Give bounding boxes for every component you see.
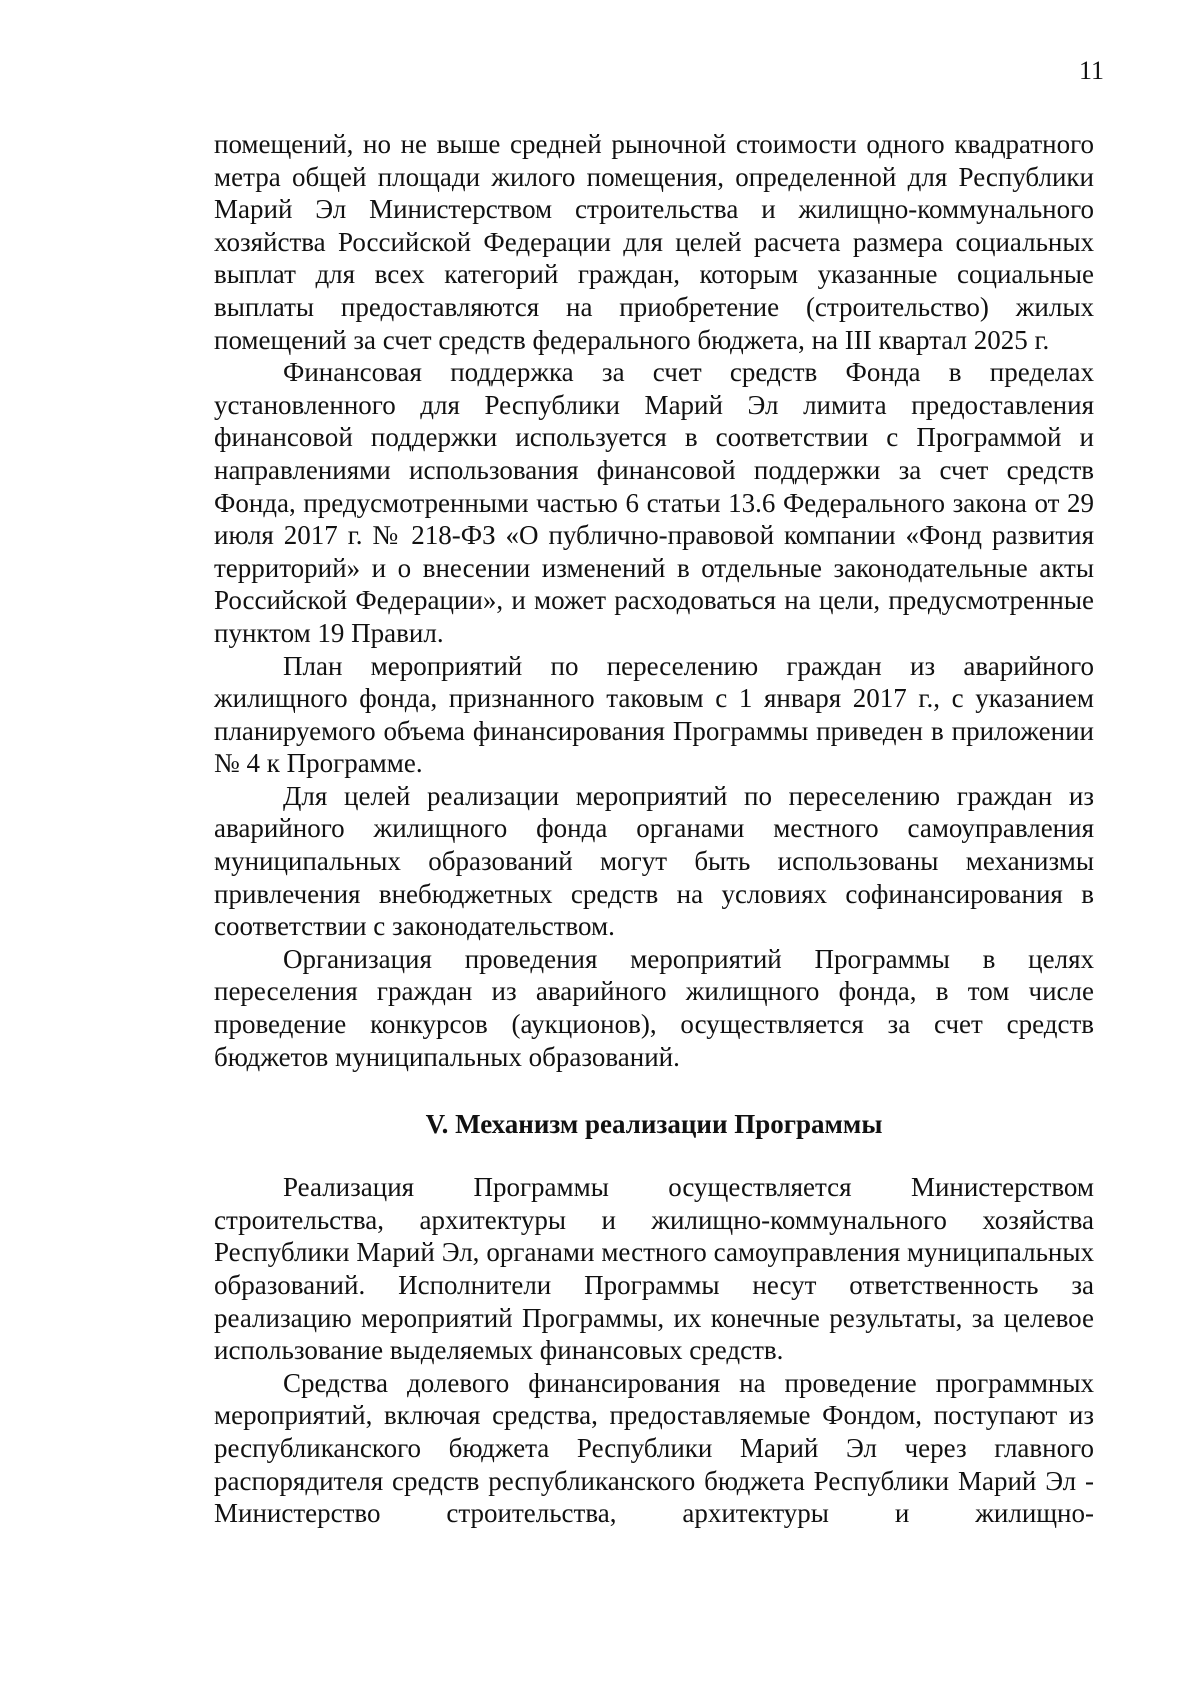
paragraph-organization-events: Организация проведения мероприятий Программы в целях переселения граждан из аварийного жилищного фонда, в том числе проведение конкурсов (аукционов), осуществляется за счет средств бюджетов муниципальных образований. (214, 943, 1094, 1072)
section-heading: V. Механизм реализации Программы (425, 1109, 883, 1140)
paragraph-resettlement-plan: План мероприятий по переселению граждан из аварийного жилищного фонда, признанного таковым с 1 января 2017 г., с указанием планируемого объема финансирования Программы приведен в приложении № 4 к Программе. (214, 650, 1094, 779)
paragraph-implementation: Реализация Программы осуществляется Министерством строительства, архитектуры и жилищно-коммунального хозяйства Республики Марий Эл, органами местного самоуправления муниципальных образований. Исполнители Программы несут ответственность за реализацию мероприятий Программы, их конечные результаты, за целевое использование выделяемых финансовых средств. (214, 1172, 1094, 1366)
paragraph-financial-support: Финансовая поддержка за счет средств Фонда в пределах установленного для Республики Марий Эл лимита предоставления финансовой поддержки используется в соответствии с Программой и направлениями использования финансовой поддержки за счет средств Фонда, предусмотренными частью 6 статьи 13.6 Федерального закона от 29 июля 2017 г. № 218-ФЗ «О публично-правовой компании «Фонд развития территорий» и о внесении изменений в отдельные законодательные акты Российской Федерации», и может расходоваться на цели, предусмотренные пунктом 19 Правил. (214, 357, 1094, 648)
paragraph-extrabudgetary-funds: Для целей реализации мероприятий по переселению граждан из аварийного жилищного фонда органами местного самоуправления муниципальных образований могут быть использованы механизмы привлечения внебюджетных средств на условиях софинансирования в соответствии с законодательством. (214, 780, 1094, 942)
document-body (214, 128, 1094, 1530)
paragraph-continuation: помещений, но не выше средней рыночной стоимости одного квадратного метра общей площади жилого помещения, определенной для Республики Марий Эл Министерством строительства и жилищно-коммунального хозяйства Российской Федерации для целей расчета размера социальных выплат для всех категорий граждан, которым указанные социальные выплаты предоставляются на приобретение (строительство) жилых помещений за счет средств федерального бюджета, на III квартал 2025 г. (214, 129, 1094, 355)
paragraph-co-financing: Средства долевого финансирования на проведение программных мероприятий, включая средства, предоставляемые Фондом, поступают из республиканского бюджета Республики Марий Эл через главного распорядителя средств республиканского бюджета Республики Марий Эл - Министерство строительства, архитектуры и жилищно- (214, 1367, 1094, 1529)
page-number: 11 (1078, 56, 1104, 85)
